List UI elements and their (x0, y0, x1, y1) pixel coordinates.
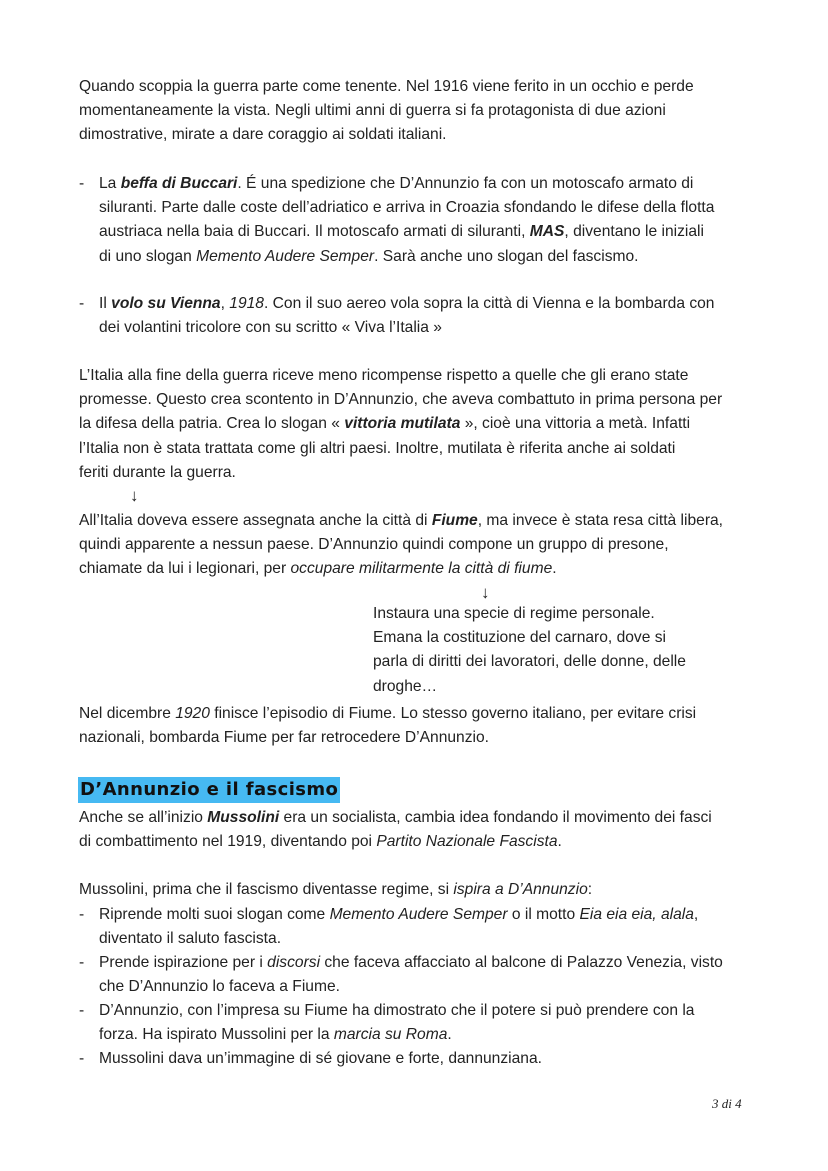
text-line: Quando scoppia la guerra parte come tenente. Nel 1916 viene ferito in un occhio e perde (79, 78, 694, 95)
paragraph-fine-fiume (79, 702, 759, 750)
text-line: di uno slogan Memento Audere Semper. Sarà anche uno slogan del fascismo. (99, 247, 639, 265)
text-line: Prende ispirazione per i discorsi che faceva affacciato al balcone di Palazzo Venezia, visto (99, 954, 723, 971)
text-line: Instaura una specie di regime personale. (373, 605, 655, 622)
text-line: di combattimento nel 1919, diventando poi Partito Nazionale Fascista. (79, 833, 562, 851)
text-line: siluranti. Parte dalle coste dell’adriatico e arriva in Croazia sfondando le difese della flotta (99, 199, 715, 217)
text-line: Mussolini, prima che il fascismo diventasse regime, si ispira a D’Annunzio: (79, 881, 593, 898)
text-line: feriti durante la guerra. (79, 463, 236, 481)
page-number: 3 di 4 (712, 1096, 742, 1111)
text-line: dei volantini tricolore con su scritto « Viva l’Italia » (99, 319, 442, 337)
down-arrow-icon: ↓ (130, 486, 139, 505)
text-line: Mussolini dava un’immagine di sé giovane e forte, dannunziana. (99, 1050, 542, 1067)
bullet-dash: - (79, 1050, 85, 1067)
text-line: All’Italia doveva essere assegnata anche la città di Fiume, ma invece è stata resa città libera, (79, 512, 724, 529)
bullet-dash: - (79, 954, 85, 971)
text-line: promesse. Questo crea scontento in D’Annunzio, che aveva combattuto in prima persona per (79, 391, 723, 409)
text-line: momentaneamente la vista. Negli ultimi anni di guerra si fa protagonista di due azioni (79, 102, 666, 120)
text-line: nazionali, bombarda Fiume per far retrocedere D’Annunzio. (79, 729, 489, 747)
text-line: Riprende molti suoi slogan come Memento Audere Semper o il motto Eia eia eia, alala, (99, 906, 699, 923)
text-line: La beffa di Buccari. É una spedizione che D’Annunzio fa con un motoscafo armato di (99, 175, 694, 192)
text-line: l’Italia non è stata trattata come gli altri paesi. Inoltre, mutilata è riferita anche ai soldati (79, 439, 676, 457)
text-line: D’Annunzio, con l’impresa su Fiume ha dimostrato che il potere si può prendere con la (99, 1002, 695, 1019)
text-line: Emana la costituzione del carnaro, dove si (373, 629, 666, 647)
text-line: quindi apparente a nessun paese. D’Annunzio quindi compone un gruppo di presone, (79, 536, 669, 554)
paragraph-fiume (79, 509, 759, 582)
text-line: austriaca nella baia di Buccari. Il motoscafo armati di siluranti, MAS, diventano le iniziali (99, 223, 704, 241)
text-line: Il volo su Vienna, 1918. Con il suo aereo vola sopra la città di Vienna e la bombarda con (99, 295, 715, 312)
text-line: diventato il saluto fascista. (99, 930, 282, 948)
section-heading: D’Annunzio e il fascismo (78, 777, 340, 803)
text-line: L’Italia alla fine della guerra riceve meno ricompense rispetto a quelle che gli erano state (79, 367, 689, 384)
text-line: droghe… (373, 677, 438, 695)
text-line: Nel dicembre 1920 finisce l’episodio di Fiume. Lo stesso governo italiano, per evitare crisi (79, 705, 697, 722)
paragraph-regime-personale (373, 602, 753, 699)
bullet-dash: - (79, 295, 85, 312)
text-line: Anche se all’inizio Mussolini era un socialista, cambia idea fondando il movimento dei fasci (79, 809, 712, 826)
text-line: chiamate da lui i legionari, per occupare militarmente la città di fiume. (79, 560, 557, 578)
bullet-dash: - (79, 906, 85, 923)
text-line: parla di diritti dei lavoratori, delle donne, delle (373, 653, 686, 671)
text-line: dimostrative, mirate a dare coraggio ai soldati italiani. (79, 126, 447, 144)
text-line: che D’Annunzio lo faceva a Fiume. (99, 978, 340, 996)
paragraph-ispirazione (79, 878, 759, 902)
paragraph-mussolini (79, 806, 759, 854)
paragraph-war-intro (79, 75, 759, 148)
paragraph-vittoria-mutilata (79, 364, 759, 485)
bullet-dash: - (79, 175, 85, 192)
down-arrow-icon: ↓ (481, 583, 490, 602)
bullet-dash: - (79, 1002, 85, 1019)
text-line: la difesa della patria. Crea lo slogan « vittoria mutilata », cioè una vittoria a metà. Infatti (79, 415, 691, 433)
text-line: forza. Ha ispirato Mussolini per la marcia su Roma. (99, 1026, 452, 1044)
